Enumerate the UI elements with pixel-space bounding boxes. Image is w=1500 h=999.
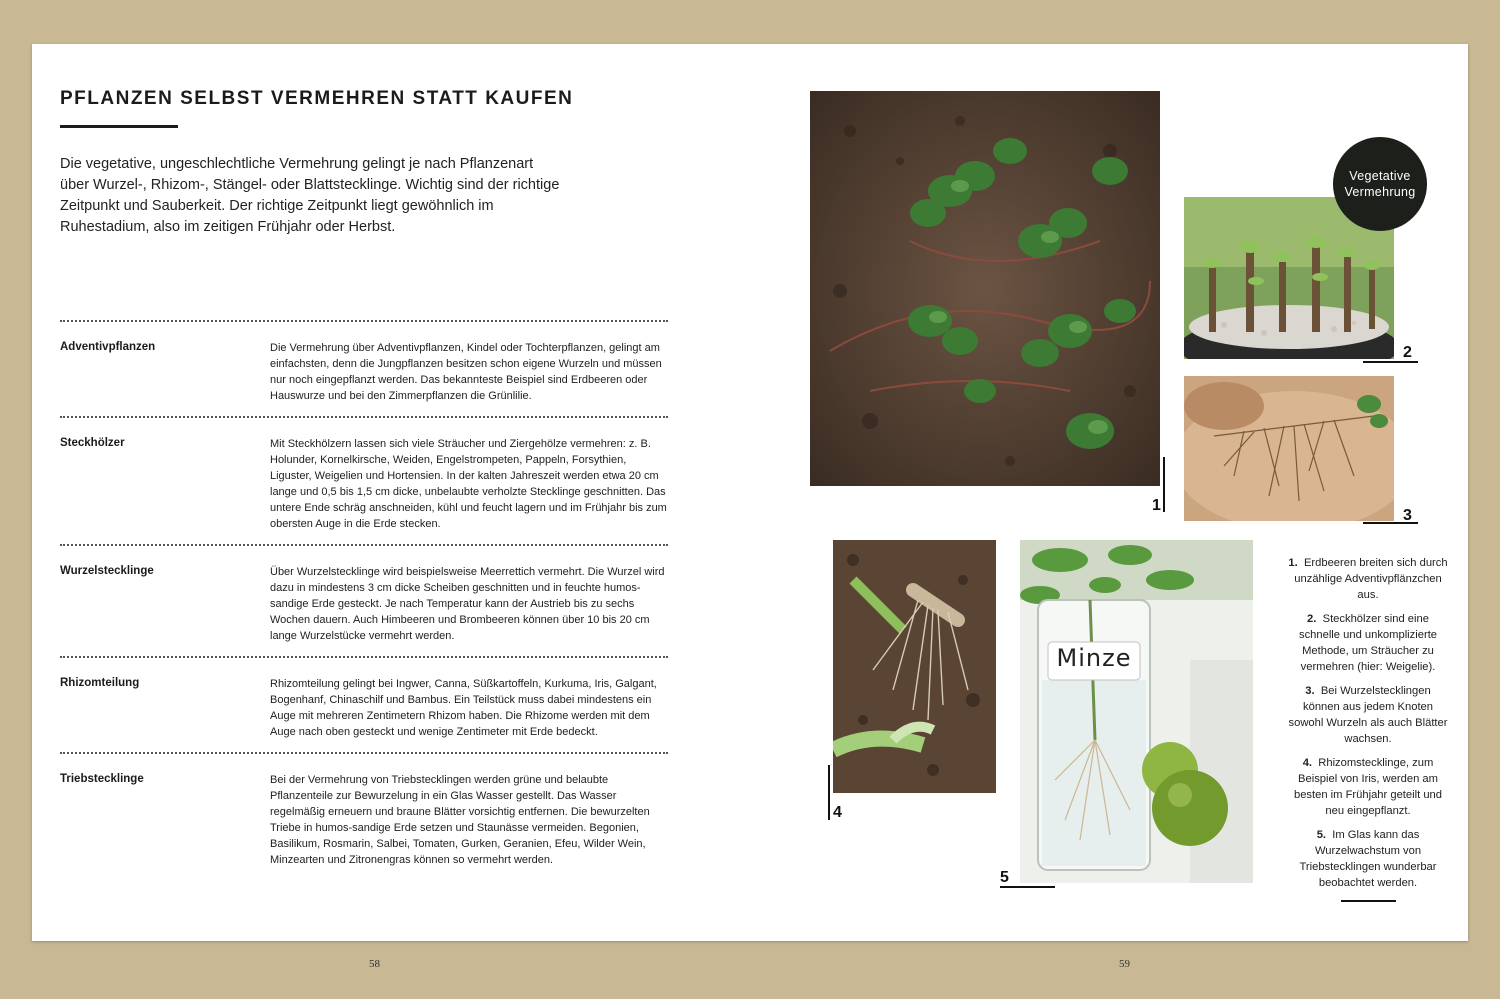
caption-item [1288,555,1448,603]
caption-marker-1 [1163,457,1165,512]
root-hand-image [1184,376,1394,521]
caption-item [1288,611,1448,675]
strawberry-image [810,91,1160,486]
row-description: Mit Steckhölzern lassen sich viele Sträucher und Ziergehölze vermehren: z. B. Holunder, Kornelkirsche, Weiden, Engelstrompeten, Pappeln, Forsythien, Liguster, Weigelien und Hortensien. In der kalten Jahreszeit werden etwa 20 cm lange und 0,5 bis 1,5 cm dicke, unbelaubte verholzte Stecklinge geschnitten. Das untere Ende schräg anschneiden, kühl und feucht lagern und im Frühjahr bis zum obersten Auge in die Erde stecken. [270,438,667,530]
caption-text: Rhizomstecklinge, zum Beispiel von Iris, werden am besten im Frühjahr geteilt und neu eingepflanzt. [1293,757,1442,817]
table-row [60,544,668,656]
captions-rule [1341,900,1396,902]
row-description: Bei der Vermehrung von Triebstecklingen werden grüne und belaubte Pflanzenteile zur Bewurzelung in ein Glas Wasser gestellt. Das Wasser regelmäßig erneuern und braune Blätter vorsichtig entfernen. Die bewurzelten Triebe in humos-sandige Erde setzen und Staunässe vermeiden. Begonien, Basilikum, Rosmarin, Salbei, Tomaten, Gurken, Geranien, Efeu, Wilder Wein, Minzearten und Zitronengras können so vermehrt werden. [270,774,650,866]
intro-paragraph: Die vegetative, ungeschlechtliche Vermehrung gelingt je nach Pflanzenart über Wurzel-, Rhizom-, Stängel- oder Blattstecklinge. Wichtig sind der richtige Zeitpunkt und Sauberkeit. Der richtige Zeitpunkt liegt gewöhnlich im Ruhestadium, also im zeitigen Frühjahr oder Herbst. [60,156,560,235]
jar-label: Minze [1056,644,1132,672]
photo-number-2: 2 [1403,344,1412,361]
caption-item [1288,827,1448,891]
caption-item [1288,755,1448,819]
table-row [60,752,668,880]
photo-captions [1288,555,1448,899]
caption-number: 5. [1316,829,1327,841]
mint-jar-image [1020,540,1253,883]
row-term: Adventivpflanzen [60,341,156,353]
photo-root-cutting-hand [1184,376,1394,521]
row-description: Rhizomteilung gelingt bei Ingwer, Canna, Süßkartoffeln, Kurkuma, Iris, Galgant, Bogenhanf, Chinaschilf und Bambus. Ein Teilstück muss dabei mindestens ein Auge mit mehreren Zentimetern Rhizom haben. Die Rhizome werden mit dem Auge nach oben gesteckt und wenige Zentimeter mit Erde bedeckt. [270,678,657,738]
row-term: Wurzelstecklinge [60,565,154,577]
table-row [60,416,668,544]
caption-marker-4 [828,765,830,820]
photo-number-4: 4 [833,804,842,821]
table-row [60,656,668,752]
row-description: Die Vermehrung über Adventivpflanzen, Kindel oder Tochterpflanzen, gelingt am einfachsten, denn die Jungpflanzen besitzen schon eigene Wurzeln und müssen nur noch eingepflanzt werden. Das bekannteste Beispiel sind Erdbeeren oder Hauswurze und bei den Zimmerpflanzen die Grünlilie. [270,342,662,402]
row-term: Rhizomteilung [60,677,140,689]
photo-number-3: 3 [1403,507,1412,524]
section-badge [1333,137,1427,231]
page-number-left: 58 [369,958,380,970]
photo-number-1: 1 [1152,497,1161,514]
photo-strawberry-runners [810,91,1160,486]
rhizome-image [833,540,996,793]
page-title: PFLANZEN SELBST VERMEHREN STATT KAUFEN [60,88,574,109]
row-description: Über Wurzelstecklinge wird beispielsweise Meerrettich vermehrt. Die Wurzel wird dazu in mindestens 3 cm dicke Scheiben geschnitten und in feuchte humos-sandige Erde gesteckt. Je nach Temperatur kann der Austrieb bis zu sechs Wochen dauern. Auch Himbeeren und Brombeeren können über 10 bis 20 cm lange Wurzelstücke vermehrt werden. [270,566,665,642]
photo-rhizome [833,540,996,793]
photo-number-5: 5 [1000,869,1009,886]
title-underline [60,125,178,128]
page-number-right: 59 [1119,958,1130,970]
row-term: Steckhölzer [60,437,125,449]
caption-number: 3. [1305,685,1315,697]
caption-number: 1. [1288,557,1298,569]
caption-number: 4. [1302,757,1313,769]
caption-number: 2. [1307,613,1317,625]
caption-text: Bei Wurzelstecklingen können aus jedem Knoten sowohl Wurzeln als auch Blätter wachsen. [1288,685,1448,745]
propagation-table [60,320,668,880]
photo-mint-jar [1020,540,1253,883]
caption-item [1288,683,1448,747]
badge-line-2: Vermehrung [1344,185,1416,199]
badge-line-1: Vegetative [1349,169,1411,183]
caption-text: Erdbeeren breiten sich durch unzählige Adventivpflänzchen aus. [1294,557,1448,601]
caption-text: Im Glas kann das Wurzelwachstum von Triebstecklingen wunderbar beobachtet werden. [1299,829,1437,889]
row-term: Triebstecklinge [60,773,144,785]
caption-text: Steckhölzer sind eine schnelle und unkomplizierte Methode, um Sträucher zu vermehren (hier: Weigelie). [1298,613,1438,673]
table-row [60,320,668,416]
